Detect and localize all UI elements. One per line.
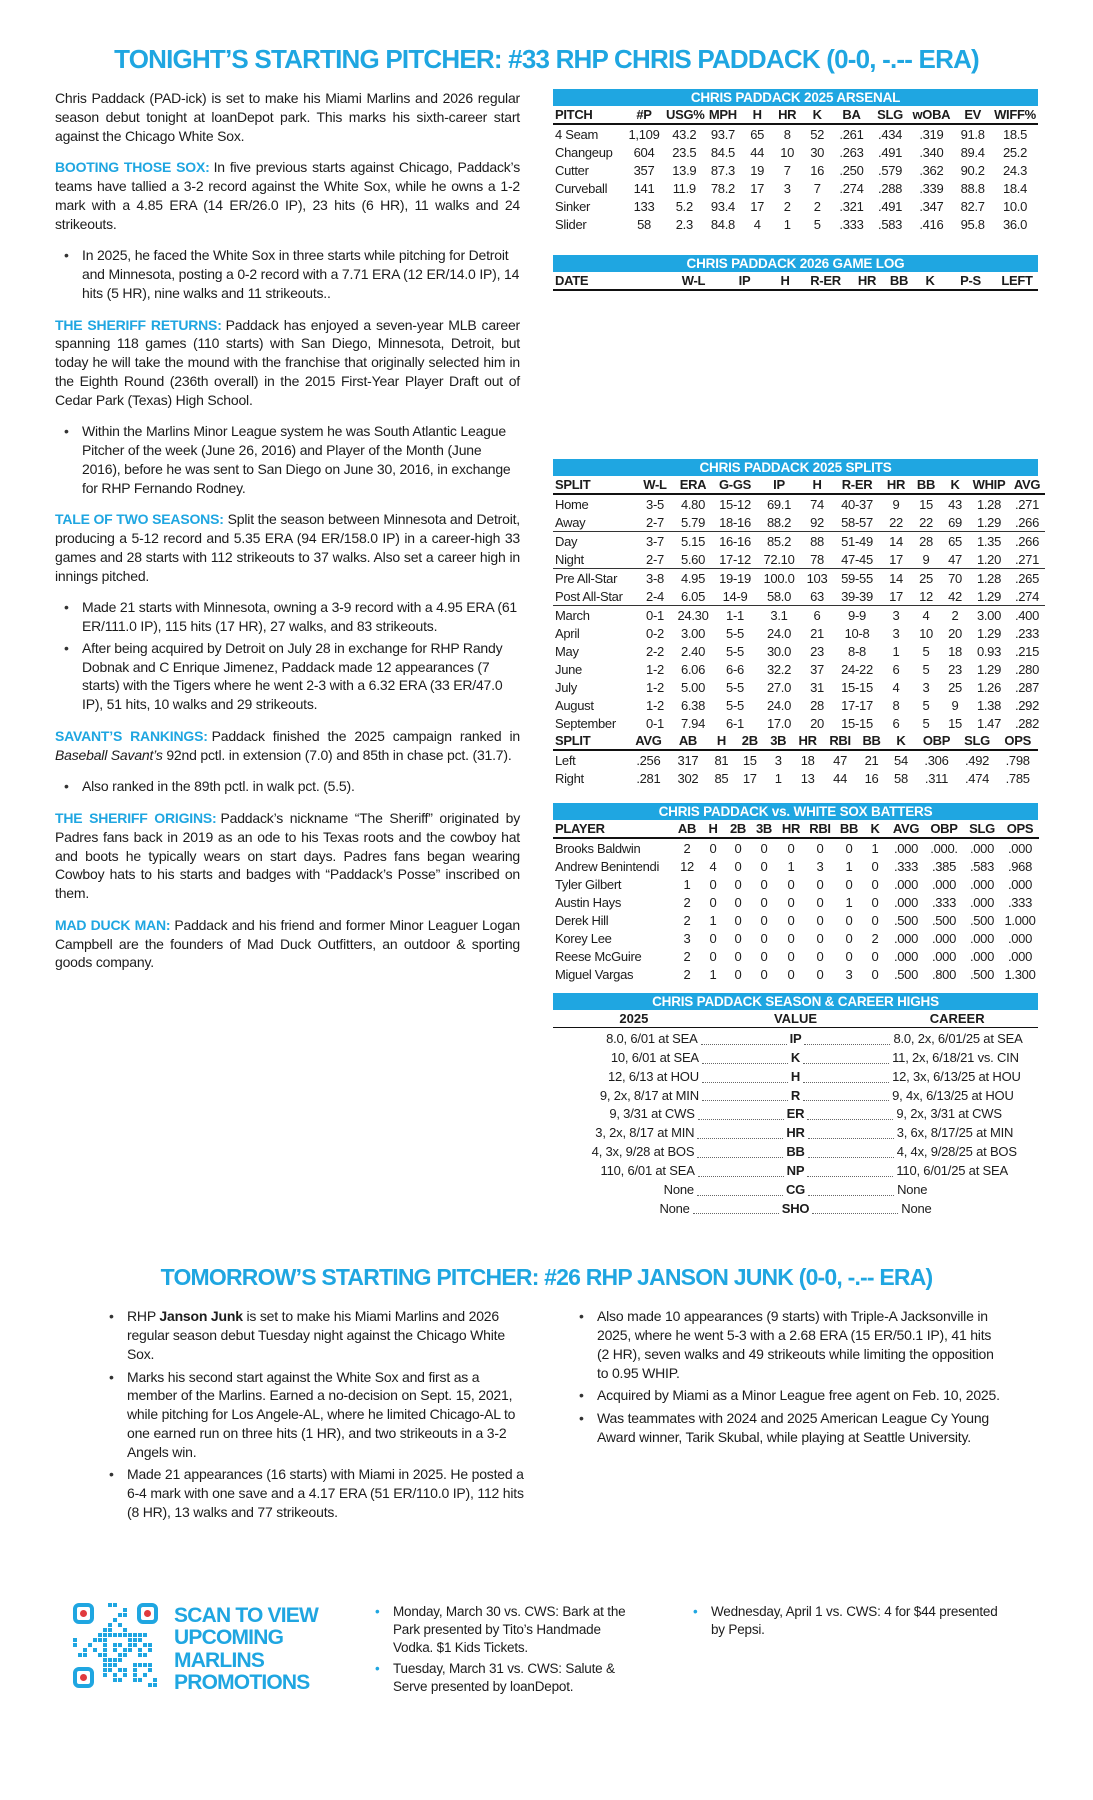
column-header: 2025	[619, 1011, 649, 1026]
table-row: Slider 58 2.3 84.8 4 1 5 .333 .583 .416 95.8 36.0	[555, 216, 1028, 232]
list-item: • Made 21 starts with Minnesota, owning a 3-9 record with a 4.95 ERA (61 ER/111.0 IP), 115 hits (17 HR), 27 walks, and 83 strikeouts.	[55, 598, 520, 636]
column-header: R-ER	[800, 272, 851, 290]
table-row: Right .281 302 85 17 1 13 44 16 58 .311 .474 .785	[555, 770, 1030, 786]
section-sheriff-origins	[55, 809, 520, 903]
list-item: • Made 21 appearances (16 starts) with Miami in 2025. He posted a 6-4 mark with one save and a 4.17 ERA (51 ER/110.0 IP), 112 hits (8 HR), 13 walks and 77 strikeouts.	[100, 1465, 530, 1521]
column-header: K	[863, 820, 887, 838]
table-row: 4 Seam 1,109 43.2 93.7 65 8 52 .261 .434 .319 91.8 18.5	[555, 126, 1028, 142]
bullet-list	[55, 246, 520, 302]
section-label: THE SHERIFF RETURNS:	[55, 316, 222, 333]
column-header: IP	[757, 476, 801, 494]
column-header: BB	[835, 820, 863, 838]
tomorrow-right-bullets	[570, 1307, 1000, 1525]
tonight-section	[55, 89, 1041, 1218]
career-high-row: 10, 6/01 at SEA K 11, 2x, 6/18/21 vs. CIN	[610, 1049, 1019, 1065]
scan-line: PROMOTIONS	[174, 1671, 310, 1695]
career-high-row: 12, 6/13 at HOU H 12, 3x, 6/13/25 at HOU	[607, 1068, 1021, 1084]
column-header: K	[802, 106, 832, 124]
list-item: • Also made 10 appearances (9 starts) with Triple-A Jacksonville in 2025, where he went 5-3 with a 2.68 ERA (15 ER/50.1 IP), 41 hits (2 HR), seven walks and 49 strikeouts while limiting the opposition to 0.95 WHIP.	[570, 1307, 1000, 1382]
table-row: Curveball 141 11.9 78.2 17 3 7 .274 .288 .339 88.8 18.4	[555, 180, 1028, 196]
table-header-row	[553, 476, 1045, 494]
section-text: 92nd pctl. in extension (7.0) and 85th in chase pct. (31.7).	[162, 746, 512, 763]
column-header: H	[801, 476, 833, 494]
column-header: MPH	[704, 106, 743, 124]
table-row: Day 3-7 5.15 16-16 85.2 88 51-49 14 28 65 1.35 .266	[555, 533, 1040, 549]
list-item: • After being acquired by Detroit on July 28 in exchange for RHP Randy Dobnak and C Enrique Jimenez, Paddack made 12 appearances (7 starts) with the Tigers where he went 2-3 with a 6.32 ERA (33 ER/47.0 IP), 51 hits, 10 walks and 29 strikeouts.	[55, 639, 520, 714]
table-header-row	[553, 272, 1038, 290]
table-title: CHRIS PADDACK SEASON & CAREER HIGHS	[553, 993, 1038, 1010]
column-header: P-S	[945, 272, 996, 290]
career-highs-header	[553, 1010, 1038, 1028]
table-row: Tyler Gilbert 1 0 0 0 0 0 0 0 .000 .000 .000 .000	[555, 876, 1033, 892]
table-header-row	[553, 732, 1038, 750]
list-item: • Tuesday, March 31 vs. CWS: Salute & Serve presented by loanDepot.	[366, 1660, 638, 1696]
column-header: EV	[953, 106, 992, 124]
notes-column	[55, 89, 520, 985]
column-header: 2B	[736, 732, 764, 750]
column-header: AVG	[887, 820, 925, 838]
column-header: VALUE	[773, 1011, 818, 1026]
qr-finder-icon	[73, 1603, 94, 1624]
column-header: BB	[857, 732, 885, 750]
column-header: W-L	[637, 476, 673, 494]
table-row: Andrew Benintendi 12 4 0 0 1 3 1 0 .333 .385 .583 .968	[555, 858, 1033, 874]
column-header: SLG	[957, 732, 998, 750]
italic-publication: Baseball Savant’s	[55, 746, 163, 763]
arsenal-table-section	[553, 89, 1038, 233]
career-high-row: 8.0, 6/01 at SEA IP 8.0, 2x, 6/01/25 at SEA	[606, 1031, 1023, 1046]
career-high-row: 4, 3x, 9/28 at BOS BB 4, 4x, 9/28/25 at BOS	[591, 1144, 1017, 1160]
splits-table	[553, 476, 1045, 732]
section-label: SAVANT’S RANKINGS:	[55, 727, 208, 744]
section-label: TALE OF TWO SEASONS:	[55, 511, 224, 528]
scan-headline	[174, 1605, 332, 1712]
section-text: Paddack has enjoyed a seven-year MLB career spanning 118 games (110 starts) with San Diego, Minnesota, Detroit, but today he will take the mound with the franchise that originally selected him in the Eighth Round (236th overall) in the 2015 First-Year Player Draft out of Cedar Park (Texas) High School.	[55, 316, 520, 408]
section-label: MAD DUCK MAN:	[55, 916, 171, 933]
game-log-table	[553, 272, 1038, 291]
column-header: SPLIT	[553, 476, 637, 494]
career-high-row: None CG None	[663, 1181, 928, 1197]
splits-table-section	[553, 459, 1041, 787]
column-header: OBP	[925, 820, 963, 838]
table-row: Home 3-5 4.80 15-12 69.1 74 40-37 9 15 43 1.28 .271	[555, 496, 1040, 512]
tomorrow-title: TOMORROW’S STARTING PITCHER: #26 RHP JANSON JUNK (0-0, -.-- ERA)	[160, 1264, 933, 1291]
table-row: September 0-1 7.94 6-1 17.0 20 15-15 6 5 15 1.47 .282	[555, 715, 1040, 731]
career-high-row: 110, 6/01 at SEA NP 110, 6/01/25 at SEA	[600, 1162, 1008, 1178]
scan-line: UPCOMING	[174, 1626, 284, 1650]
section-savants-rankings	[55, 727, 520, 765]
table-row: July 1-2 5.00 5-5 27.0 31 15-15 4 3 25 1.26 .287	[555, 679, 1040, 695]
column-header: K	[915, 272, 945, 290]
section-text: Paddack finished the 2025 campaign ranked in	[211, 727, 520, 744]
section-mad-duck-man	[55, 916, 520, 972]
qr-finder-icon	[137, 1603, 158, 1624]
promo-list-2	[684, 1603, 1014, 1699]
column-header: H	[770, 272, 800, 290]
column-header: H	[742, 106, 772, 124]
column-header: LEFT	[996, 272, 1038, 290]
column-header: W-L	[668, 272, 719, 290]
section-text: Paddack’s nickname “The Sheriff” originated by Padres fans back in 2019 as an ode to his Texas roots and the cowboy hat and boots he typically wears on start days. Padres fans began wearing Cowboy hats to his starts and badges with “Paddack’s Posse” inscribed on them.	[55, 810, 520, 901]
table-header-row	[553, 820, 1039, 838]
table-row: Night 2-7 5.60 17-12 72.10 78 47-45 17 9 47 1.20 .271	[555, 551, 1040, 567]
bullet-text: is set to make his Miami Marlins and 2026 regular season debut Tuesday night against the Chicago White Sox.	[127, 1308, 505, 1362]
column-header: HR	[777, 820, 805, 838]
table-header-row	[553, 106, 1038, 124]
column-header: SPLIT	[553, 732, 628, 750]
table-row: Reese McGuire 2 0 0 0 0 0 0 0 .000 .000 .000 .000	[555, 948, 1033, 964]
game-log-section	[553, 255, 1038, 291]
column-header: wOBA	[909, 106, 953, 124]
column-header: HR	[851, 272, 883, 290]
section-text: Paddack and his friend and former Minor Leaguer Logan Campbell are the founders of Mad Duck Outfitters, an outdoor & sporting goods company.	[55, 916, 520, 971]
list-item: • Acquired by Miami as a Minor League free agent on Feb. 10, 2025.	[570, 1386, 1000, 1405]
column-header: DATE	[553, 272, 668, 290]
list-item	[100, 1307, 530, 1363]
scan-line: SCAN TO VIEW	[174, 1603, 319, 1627]
list-item: • Monday, March 30 vs. CWS: Bark at the Park presented by Tito’s Handmade Vodka. $1 Kids Tickets.	[366, 1603, 638, 1657]
qr-finder-dot	[80, 1610, 87, 1617]
career-high-row: 9, 3/31 at CWS ER 9, 2x, 3/31 at CWS	[609, 1106, 1002, 1122]
table-row: Austin Hays 2 0 0 0 0 0 1 0 .000 .333 .000 .333	[555, 894, 1033, 910]
column-header: HR	[772, 106, 802, 124]
column-header: OPS	[997, 732, 1038, 750]
table-row: Derek Hill 2 1 0 0 0 0 0 0 .500 .500 .500 1.000	[555, 912, 1036, 928]
column-header: WHIP	[969, 476, 1009, 494]
vs-batters-section	[553, 803, 1038, 983]
table-row: Korey Lee 3 0 0 0 0 0 0 2 .000 .000 .000 .000	[555, 930, 1033, 946]
list-item: • Wednesday, April 1 vs. CWS: 4 for $44 presented by Pepsi.	[684, 1603, 1014, 1639]
column-header: WIFF%	[992, 106, 1038, 124]
bullet-list	[55, 422, 520, 497]
table-row: Brooks Baldwin 2 0 0 0 0 0 0 1 .000 .000. .000 .000	[555, 840, 1033, 856]
intro-paragraph: Chris Paddack (PAD-ick) is set to make his Miami Marlins and 2026 regular season debut tonight at loanDepot park. This marks his sixth-career start against the Chicago White Sox.	[55, 90, 520, 144]
section-text: In five previous starts against Chicago, Paddack’s teams have tallied a 3-2 record against the White Sox, while he owns a 1-2 mark with a 4.85 ERA (14 ER/26.0 IP), 23 hits (6 HR), 11 walks and 24 strikeouts.	[55, 159, 521, 232]
vs-batters-table	[553, 820, 1039, 983]
table-row: Sinker 133 5.2 93.4 17 2 2 .321 .491 .347 82.7 10.0	[555, 198, 1028, 214]
arsenal-table	[553, 106, 1038, 233]
column-header: OPS	[1001, 820, 1039, 838]
column-header: K	[941, 476, 969, 494]
table-row: Miguel Vargas 2 1 0 0 0 0 3 0 .500 .800 .500 1.300	[555, 966, 1036, 982]
table-row: May 2-2 2.40 5-5 30.0 23 8-8 1 5 18 0.93 .215	[555, 643, 1040, 659]
column-header: AB	[669, 732, 708, 750]
section-text: Split the season between Minnesota and Detroit, producing a 5-12 record and 5.35 ERA (94 ER/158.0 IP) in a career-high 33 games and 28 starts with 112 strikeouts to 37 walks. Also set a career high in innings pitched.	[55, 511, 520, 584]
career-highs-section	[553, 993, 1038, 1218]
column-header: OBP	[916, 732, 957, 750]
list-item: • In 2025, he faced the White Sox in three starts while pitching for Detroit and Minnesota, posting a 0-2 record with a 7.71 ERA (12 ER/14.0 IP), 14 hits (5 HR), nine walks and 11 strikeouts..	[55, 246, 520, 302]
table-row: April 0-2 3.00 5-5 24.0 21 10-8 3 10 20 1.29 .233	[555, 625, 1040, 641]
column-header: PLAYER	[553, 820, 673, 838]
column-header: R-ER	[833, 476, 881, 494]
column-header: BB	[911, 476, 941, 494]
column-header: H	[701, 820, 725, 838]
bullet-text: RHP	[127, 1308, 160, 1325]
bullet-list	[55, 598, 520, 714]
section-label: THE SHERIFF ORIGINS:	[55, 810, 217, 826]
column-header: BA	[832, 106, 871, 124]
table-row: Cutter 357 13.9 87.3 19 7 16 .250 .579 .362 90.2 24.3	[555, 162, 1028, 178]
table-title: CHRIS PADDACK vs. WHITE SOX BATTERS	[553, 803, 1038, 820]
column-header: 3B	[764, 732, 792, 750]
career-highs-rows	[553, 1028, 1038, 1218]
promo-list-1	[366, 1603, 638, 1699]
table-row: Left .256 317 81 15 3 18 47 21 54 .306 .492 .798	[555, 752, 1030, 768]
career-high-row: 9, 2x, 8/17 at MIN R 9, 4x, 6/13/25 at HOU	[599, 1087, 1014, 1103]
career-high-row: None SHO None	[659, 1200, 932, 1216]
table-row: Changeup 604 23.5 84.5 44 10 30 .263 .491 .340 89.4 25.2	[555, 144, 1028, 160]
column-header: IP	[719, 272, 770, 290]
tomorrow-left-bullets	[100, 1307, 530, 1525]
table-title: CHRIS PADDACK 2026 GAME LOG	[553, 255, 1038, 272]
column-header: CAREER	[929, 1011, 985, 1026]
column-header: AVG	[628, 732, 669, 750]
list-item: • Also ranked in the 89th pctl. in walk pct. (5.5).	[55, 777, 520, 796]
column-header: SLG	[963, 820, 1001, 838]
column-header: ERA	[673, 476, 713, 494]
column-header: HR	[881, 476, 911, 494]
column-header: #P	[623, 106, 665, 124]
table-row: Pre All-Star 3-8 4.95 19-19 100.0 103 59-55 14 25 70 1.28 .265	[555, 570, 1040, 586]
column-header: SLG	[871, 106, 910, 124]
table-row: Post All-Star 2-4 6.05 14-9 58.0 63 39-39 17 12 42 1.29 .274	[555, 588, 1040, 604]
splits-lr-table	[553, 732, 1038, 787]
stats-column	[553, 89, 1041, 1218]
scan-line: MARLINS	[174, 1648, 265, 1672]
promotions-section	[55, 1603, 1038, 1712]
column-header: 3B	[751, 820, 777, 838]
column-header: AVG	[1009, 476, 1045, 494]
column-header: K	[886, 732, 916, 750]
table-title: CHRIS PADDACK 2025 ARSENAL	[553, 89, 1038, 106]
column-header: RBI	[805, 820, 835, 838]
column-header: BB	[883, 272, 915, 290]
qr-code	[73, 1603, 158, 1688]
career-high-row: 3, 2x, 8/17 at MIN HR 3, 6x, 8/17/25 at MIN	[595, 1125, 1014, 1141]
table-row: June 1-2 6.06 6-6 32.2 37 24-22 6 5 23 1.29 .280	[555, 661, 1040, 677]
table-row: August 1-2 6.38 5-5 24.0 28 17-17 8 5 9 1.38 .292	[555, 697, 1040, 713]
qr-finder-dot	[144, 1610, 151, 1617]
section-booting-those-sox	[55, 158, 520, 233]
column-header: HR	[792, 732, 822, 750]
pitcher-name-bold: Janson Junk	[159, 1308, 243, 1325]
list-item: • Within the Marlins Minor League system he was South Atlantic League Pitcher of the week (June 26, 2016) and Player of the Month (June 2016), before he was sent to San Diego on June 30, 2016, in exchange for RHP Fernando Rodney.	[55, 422, 520, 497]
list-item: • Marks his second start against the White Sox and first as a member of the Marlins. Earned a no-decision on Sept. 15, 2021, while pitching for Los Angele-AL, where he limited Chicago-AL to one earned run on three hits (1 HR), and two strikeouts in a 3-2 Angels win.	[100, 1368, 530, 1462]
column-header: USG%	[666, 107, 705, 122]
section-tale-of-two-seasons	[55, 510, 520, 585]
column-header: RBI	[823, 732, 857, 750]
page-title: TONIGHT’S STARTING PITCHER: #33 RHP CHRIS PADDACK (0-0, -.-- ERA)	[114, 44, 979, 74]
bullet-list	[55, 777, 520, 796]
qr-finder-icon	[73, 1667, 94, 1688]
qr-finder-dot	[80, 1674, 87, 1681]
column-header: AB	[673, 820, 701, 838]
column-header: 2B	[725, 820, 751, 838]
table-row: Away 2-7 5.79 18-16 88.2 92 58-57 22 22 69 1.29 .266	[555, 514, 1040, 530]
column-header: PITCH	[553, 106, 623, 124]
column-header: G-GS	[713, 476, 757, 494]
table-row: March 0-1 24.30 1-1 3.1 6 9-9 3 4 2 3.00 .400	[555, 607, 1040, 623]
section-sheriff-returns	[55, 316, 520, 410]
section-label: BOOTING THOSE SOX:	[55, 159, 210, 176]
table-title: CHRIS PADDACK 2025 SPLITS	[553, 459, 1038, 476]
column-header: H	[707, 732, 735, 750]
tomorrow-section	[55, 1307, 1038, 1538]
list-item: • Was teammates with 2024 and 2025 American League Cy Young Award winner, Tarik Skubal, while playing at Seattle University.	[570, 1409, 1000, 1447]
